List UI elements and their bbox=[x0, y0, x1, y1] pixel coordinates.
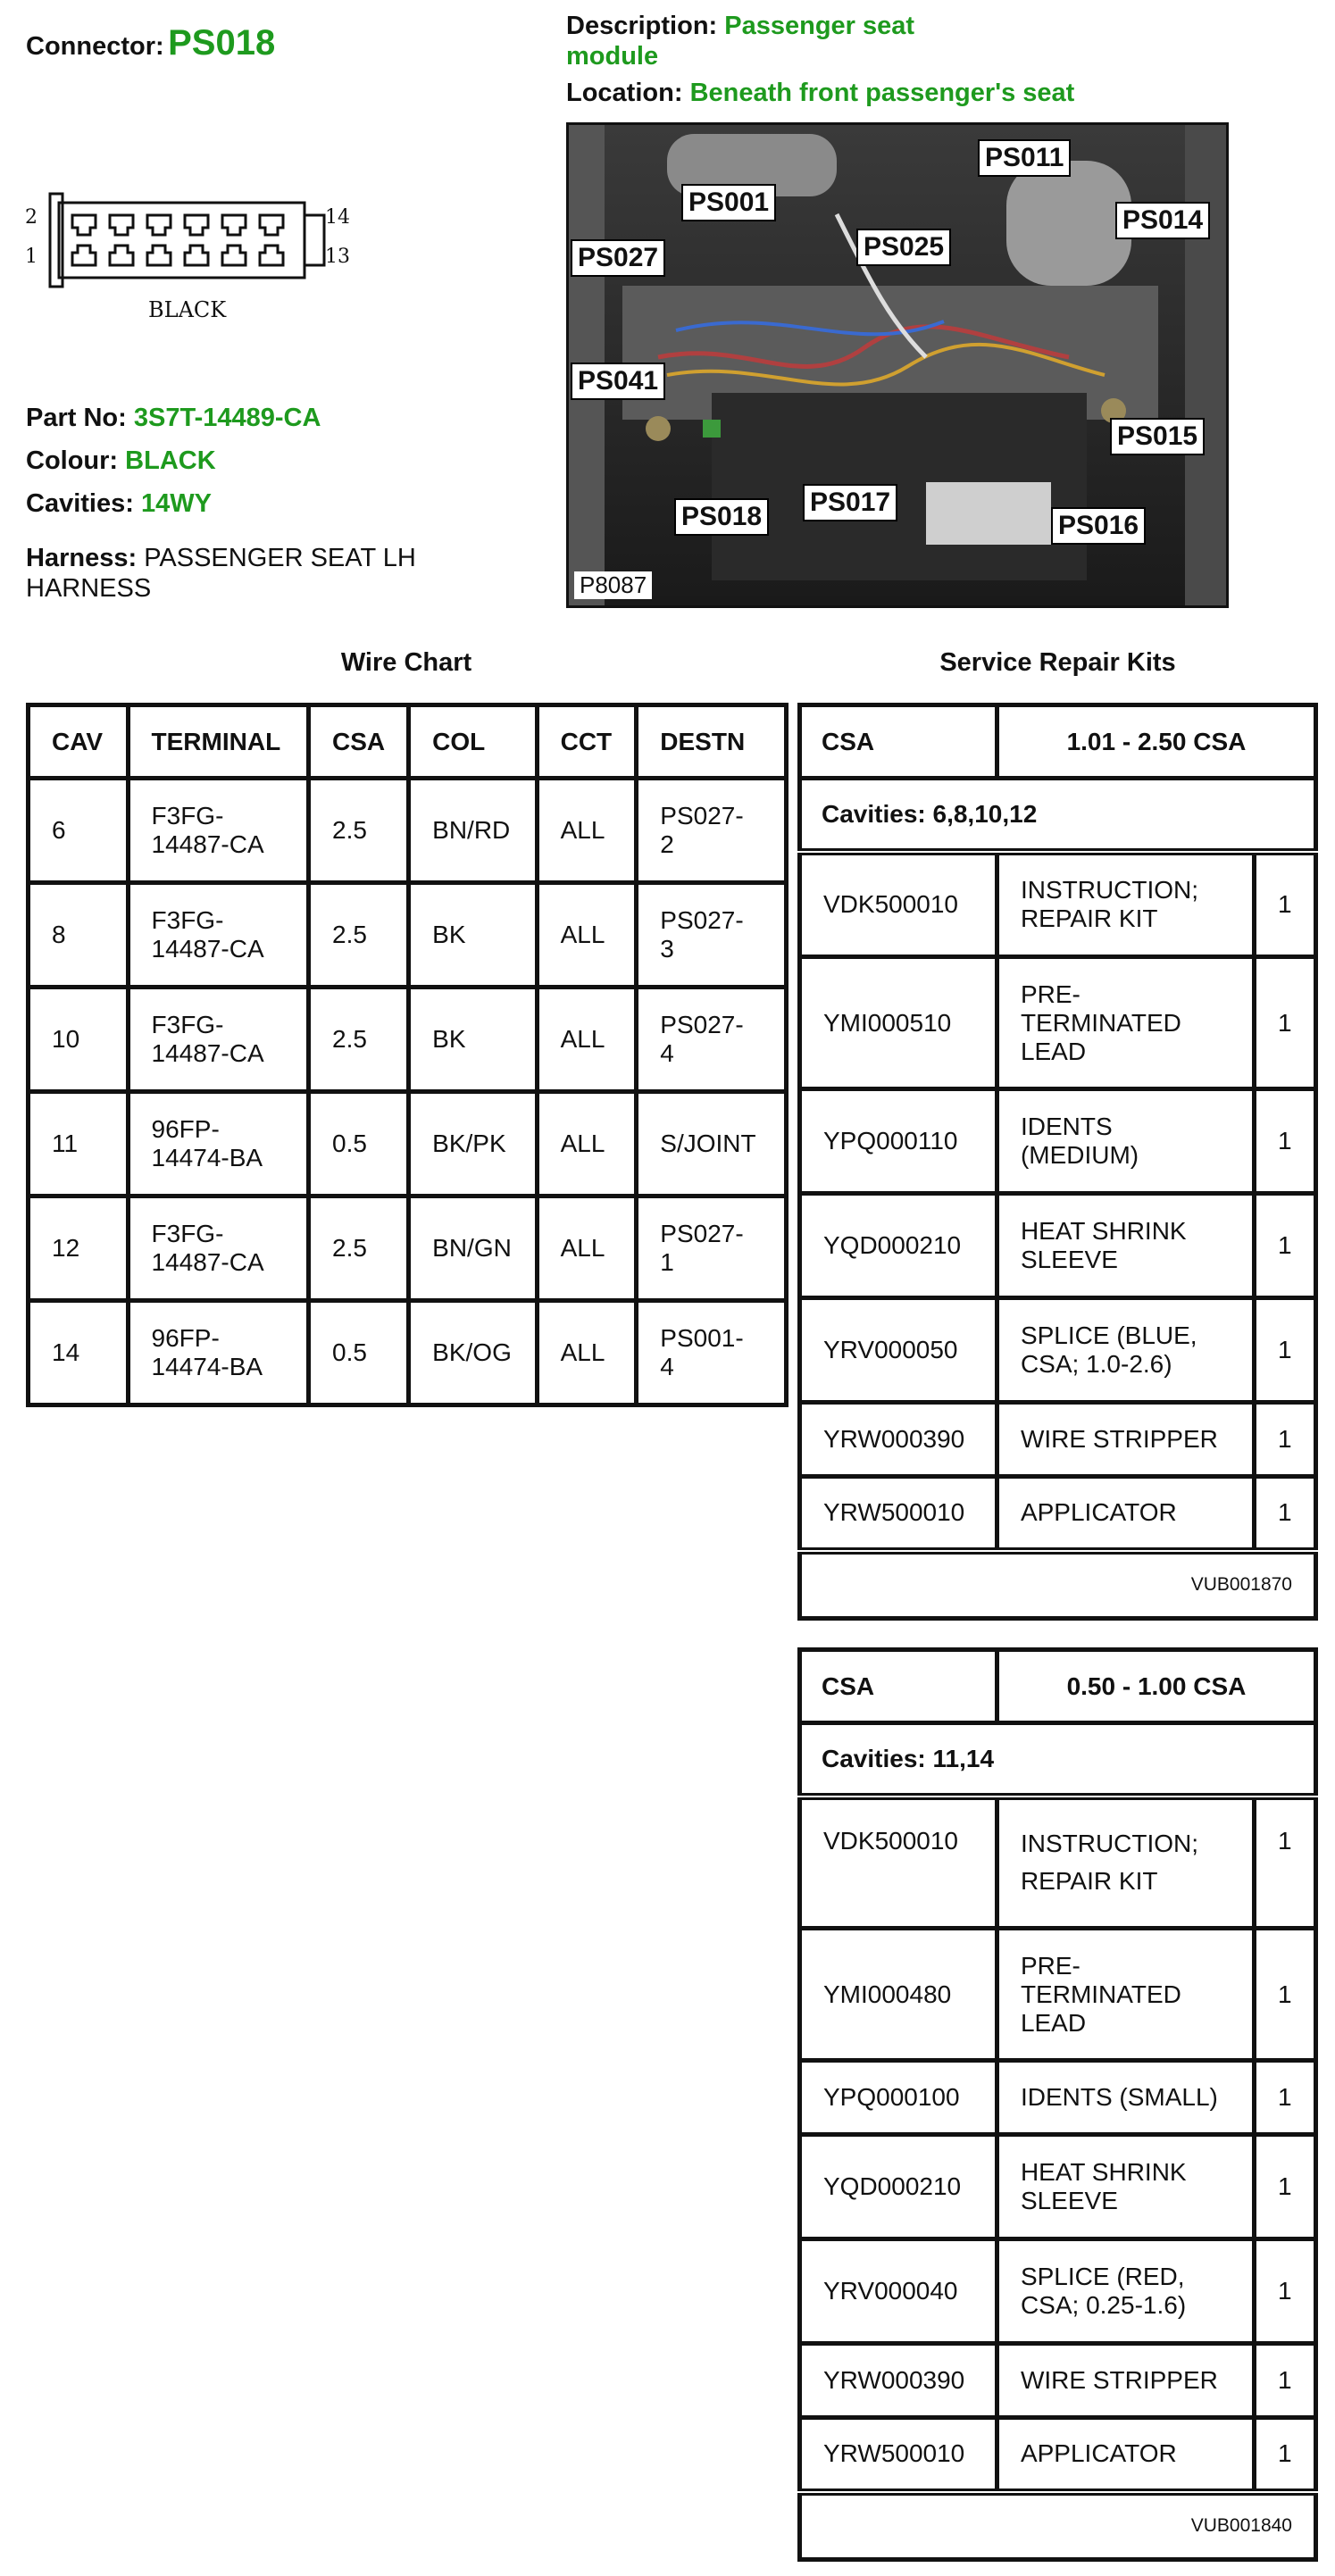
callout-ps014: PS014 bbox=[1115, 202, 1210, 239]
callout-ps017: PS017 bbox=[803, 484, 897, 521]
kit-csa-range: 1.01 - 2.50 CSA bbox=[997, 705, 1315, 779]
col-cell: BK/PK bbox=[409, 1092, 537, 1196]
description-line bbox=[566, 11, 914, 71]
kit-item-qty: 1 bbox=[1255, 1194, 1316, 1298]
cavities-value: 14WY bbox=[140, 489, 212, 518]
connector-id: PS018 bbox=[168, 23, 276, 63]
pin-label-13: 13 bbox=[325, 246, 350, 268]
kit-ref: VUB001840 bbox=[800, 2492, 1316, 2560]
list-item bbox=[800, 1089, 1316, 1194]
kit-item-desc: PRE- TERMINATED LEAD bbox=[997, 957, 1254, 1089]
kit-item-desc: INSTRUCTION; REPAIR KIT bbox=[997, 1797, 1254, 1929]
harness-value-2: HARNESS bbox=[26, 574, 152, 603]
list-item bbox=[800, 2344, 1316, 2418]
kit-item-qty: 1 bbox=[1255, 957, 1316, 1089]
kit-item-desc: APPLICATOR bbox=[997, 2418, 1254, 2492]
callout-ps027: PS027 bbox=[571, 239, 665, 277]
kit-item-qty: 1 bbox=[1255, 1089, 1316, 1194]
kit-csa-label: CSA bbox=[800, 1650, 997, 1723]
kit-csa-row bbox=[800, 1650, 1316, 1723]
header-col: COL bbox=[409, 705, 537, 779]
kit-item-desc: PRE- TERMINATED LEAD bbox=[997, 1929, 1254, 2061]
kit-item-desc: WIRE STRIPPER bbox=[997, 1403, 1254, 1477]
table-row bbox=[29, 1301, 787, 1405]
destn-cell: PS001- 4 bbox=[637, 1301, 787, 1405]
callout-ps018: PS018 bbox=[674, 498, 769, 536]
kit-item-code: YRW000390 bbox=[800, 1403, 997, 1477]
cct-cell: ALL bbox=[537, 1092, 637, 1196]
description-value-2: module bbox=[566, 42, 659, 71]
list-item bbox=[800, 1797, 1316, 1929]
list-item bbox=[800, 2418, 1316, 2492]
cav-cell: 12 bbox=[29, 1196, 129, 1301]
header-terminal: TERMINAL bbox=[128, 705, 309, 779]
service-repair-kits-title: Service Repair Kits bbox=[939, 648, 1176, 677]
list-item bbox=[800, 1403, 1316, 1477]
destn-cell: PS027- 2 bbox=[637, 779, 787, 883]
kit-item-desc: WIRE STRIPPER bbox=[997, 2344, 1254, 2418]
terminal-cell: 96FP- 14474-BA bbox=[128, 1301, 309, 1405]
callout-ps001: PS001 bbox=[681, 184, 776, 221]
repair-kit-table-2 bbox=[797, 1647, 1318, 2562]
kit-item-code: YMI000480 bbox=[800, 1929, 997, 2061]
terminal-cell: F3FG- 14487-CA bbox=[128, 883, 309, 988]
harness-label: Harness: bbox=[26, 544, 138, 572]
col-cell: BK/OG bbox=[409, 1301, 537, 1405]
header-csa: CSA bbox=[309, 705, 409, 779]
table-row bbox=[29, 779, 787, 883]
connector-heading bbox=[26, 23, 275, 63]
csa-cell: 0.5 bbox=[309, 1301, 409, 1405]
harness-line bbox=[26, 543, 416, 604]
kit-csa-row bbox=[800, 705, 1316, 779]
terminal-cell: F3FG- 14487-CA bbox=[128, 779, 309, 883]
part-no-line bbox=[26, 404, 321, 433]
list-item bbox=[800, 957, 1316, 1089]
cct-cell: ALL bbox=[537, 1301, 637, 1405]
destn-cell: S/JOINT bbox=[637, 1092, 787, 1196]
kit-item-desc: IDENTS (MEDIUM) bbox=[997, 1089, 1254, 1194]
kit-item-code: YRW000390 bbox=[800, 2344, 997, 2418]
part-no-value: 3S7T-14489-CA bbox=[133, 404, 321, 432]
header-cav: CAV bbox=[29, 705, 129, 779]
kit-item-qty: 1 bbox=[1255, 2061, 1316, 2135]
col-cell: BK bbox=[409, 883, 537, 988]
cct-cell: ALL bbox=[537, 883, 637, 988]
kit-item-code: VDK500010 bbox=[800, 1797, 997, 1929]
csa-cell: 2.5 bbox=[309, 988, 409, 1092]
terminal-cell: 96FP- 14474-BA bbox=[128, 1092, 309, 1196]
kit-cavities-row bbox=[800, 779, 1316, 852]
wire-chart-table bbox=[26, 703, 788, 1407]
kit-item-code: YPQ000100 bbox=[800, 2061, 997, 2135]
col-cell: BN/GN bbox=[409, 1196, 537, 1301]
description-label: Description: bbox=[566, 12, 718, 40]
kit-item-qty: 1 bbox=[1255, 1403, 1316, 1477]
kit-item-code: YRW500010 bbox=[800, 1477, 997, 1551]
cav-cell: 6 bbox=[29, 779, 129, 883]
kit-item-qty: 1 bbox=[1255, 1929, 1316, 2061]
pin-label-2: 2 bbox=[25, 206, 38, 229]
kit-csa-range: 0.50 - 1.00 CSA bbox=[997, 1650, 1315, 1723]
csa-cell: 0.5 bbox=[309, 1092, 409, 1196]
table-row bbox=[29, 988, 787, 1092]
list-item bbox=[800, 2135, 1316, 2239]
list-item bbox=[800, 1298, 1316, 1403]
kit-item-qty: 1 bbox=[1255, 2239, 1316, 2344]
list-item bbox=[800, 2061, 1316, 2135]
csa-cell: 2.5 bbox=[309, 779, 409, 883]
csa-cell: 2.5 bbox=[309, 1196, 409, 1301]
list-item bbox=[800, 2239, 1316, 2344]
photo-ref: P8087 bbox=[574, 571, 652, 599]
list-item bbox=[800, 852, 1316, 957]
kit-item-code: YMI000510 bbox=[800, 957, 997, 1089]
kit-ref: VUB001870 bbox=[800, 1551, 1316, 1619]
location-value: Beneath front passenger's seat bbox=[689, 79, 1075, 107]
kit-item-qty: 1 bbox=[1255, 852, 1316, 957]
callout-ps025: PS025 bbox=[856, 229, 951, 266]
table-row bbox=[29, 883, 787, 988]
cav-cell: 14 bbox=[29, 1301, 129, 1405]
colour-label: Colour: bbox=[26, 446, 119, 475]
connector-colour-caption: BLACK bbox=[148, 297, 227, 322]
kit-item-qty: 1 bbox=[1255, 2135, 1316, 2239]
repair-kit-table-1 bbox=[797, 703, 1318, 1621]
destn-cell: PS027- 3 bbox=[637, 883, 787, 988]
kit-item-code: YPQ000110 bbox=[800, 1089, 997, 1194]
kit-item-desc: IDENTS (SMALL) bbox=[997, 2061, 1254, 2135]
harness-value-1: PASSENGER SEAT LH bbox=[144, 544, 416, 572]
kit-item-qty: 1 bbox=[1255, 2418, 1316, 2492]
connector-label: Connector: bbox=[26, 32, 164, 61]
location-photo bbox=[566, 122, 1229, 608]
kit-item-qty: 1 bbox=[1255, 1797, 1316, 1929]
colour-value: BLACK bbox=[125, 446, 216, 475]
cav-cell: 10 bbox=[29, 988, 129, 1092]
kit-item-desc: SPLICE (BLUE, CSA; 1.0-2.6) bbox=[997, 1298, 1254, 1403]
destn-cell: PS027- 1 bbox=[637, 1196, 787, 1301]
kit-item-code: YRW500010 bbox=[800, 2418, 997, 2492]
list-item bbox=[800, 1929, 1316, 2061]
kit-item-desc: HEAT SHRINK SLEEVE bbox=[997, 2135, 1254, 2239]
csa-cell: 2.5 bbox=[309, 883, 409, 988]
kit-item-code: VDK500010 bbox=[800, 852, 997, 957]
cct-cell: ALL bbox=[537, 988, 637, 1092]
part-no-label: Part No: bbox=[26, 404, 127, 432]
kit-cavities: Cavities: 11,14 bbox=[800, 1723, 1316, 1797]
header-destn: DESTN bbox=[637, 705, 787, 779]
kit-item-code: YQD000210 bbox=[800, 2135, 997, 2239]
cct-cell: ALL bbox=[537, 779, 637, 883]
cct-cell: ALL bbox=[537, 1196, 637, 1301]
callout-ps015: PS015 bbox=[1110, 418, 1205, 455]
callout-ps016: PS016 bbox=[1051, 507, 1146, 545]
cavities-line bbox=[26, 489, 212, 519]
wire-chart-header-row bbox=[29, 705, 787, 779]
kit-item-code: YRV000050 bbox=[800, 1298, 997, 1403]
kit-item-code: YQD000210 bbox=[800, 1194, 997, 1298]
table-row bbox=[29, 1092, 787, 1196]
pin-label-1: 1 bbox=[25, 246, 38, 268]
location-label: Location: bbox=[566, 79, 683, 107]
kit-item-desc: APPLICATOR bbox=[997, 1477, 1254, 1551]
kit-ref-row bbox=[800, 1551, 1316, 1619]
kit-ref-row bbox=[800, 2492, 1316, 2560]
location-line bbox=[566, 79, 1074, 108]
col-cell: BN/RD bbox=[409, 779, 537, 883]
list-item bbox=[800, 1477, 1316, 1551]
kit-item-qty: 1 bbox=[1255, 2344, 1316, 2418]
list-item bbox=[800, 1194, 1316, 1298]
kit-item-desc: SPLICE (RED, CSA; 0.25-1.6) bbox=[997, 2239, 1254, 2344]
kit-item-code: YRV000040 bbox=[800, 2239, 997, 2344]
callout-ps011: PS011 bbox=[978, 139, 1071, 177]
cavities-label: Cavities: bbox=[26, 489, 134, 518]
kit-cavities: Cavities: 6,8,10,12 bbox=[800, 779, 1316, 852]
cav-cell: 11 bbox=[29, 1092, 129, 1196]
kit-item-qty: 1 bbox=[1255, 1298, 1316, 1403]
terminal-cell: F3FG- 14487-CA bbox=[128, 1196, 309, 1301]
terminal-cell: F3FG- 14487-CA bbox=[128, 988, 309, 1092]
kit-item-desc: INSTRUCTION; REPAIR KIT bbox=[997, 852, 1254, 957]
cav-cell: 8 bbox=[29, 883, 129, 988]
kit-item-desc: HEAT SHRINK SLEEVE bbox=[997, 1194, 1254, 1298]
connector-diagram bbox=[23, 183, 354, 335]
wire-chart-title: Wire Chart bbox=[340, 648, 472, 677]
description-value-1: Passenger seat bbox=[724, 12, 915, 40]
header-cct: CCT bbox=[537, 705, 637, 779]
callout-ps041: PS041 bbox=[571, 363, 665, 400]
colour-line bbox=[26, 446, 216, 476]
pin-label-14: 14 bbox=[325, 206, 350, 229]
destn-cell: PS027- 4 bbox=[637, 988, 787, 1092]
table-row bbox=[29, 1196, 787, 1301]
kit-cavities-row bbox=[800, 1723, 1316, 1797]
col-cell: BK bbox=[409, 988, 537, 1092]
kit-item-qty: 1 bbox=[1255, 1477, 1316, 1551]
kit-csa-label: CSA bbox=[800, 705, 997, 779]
